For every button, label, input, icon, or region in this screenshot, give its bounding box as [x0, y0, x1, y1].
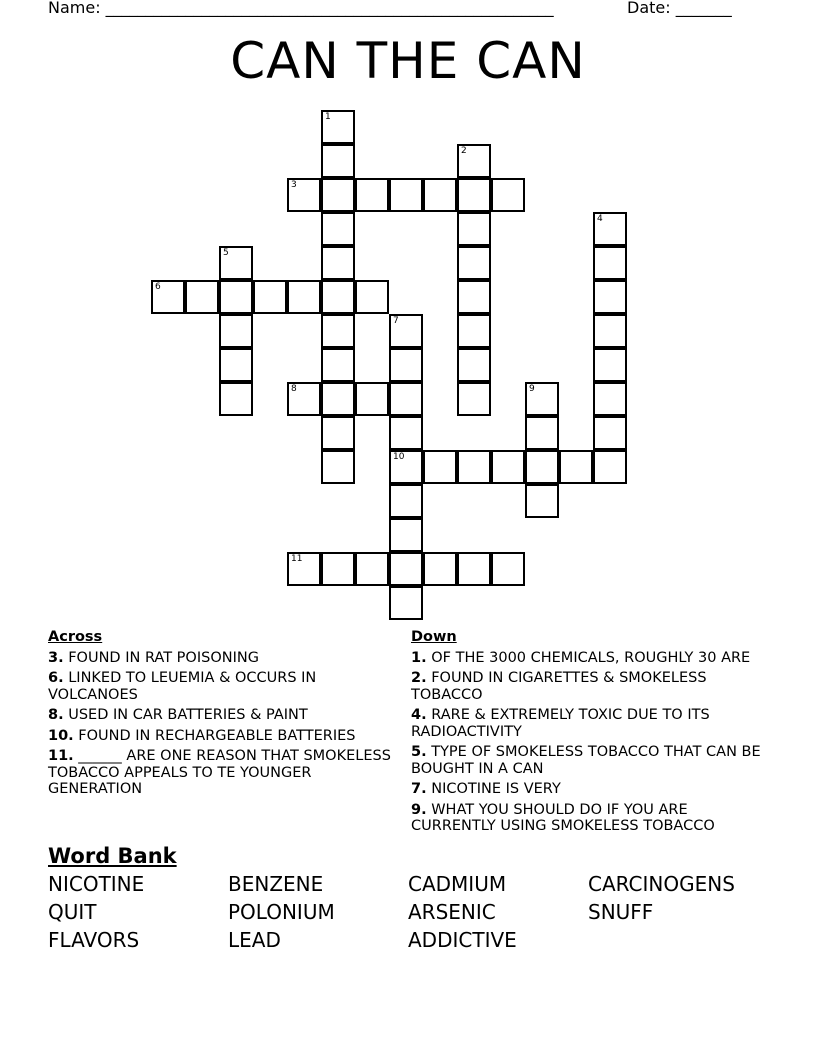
grid-cell[interactable]	[457, 348, 491, 382]
clue-number: 7.	[411, 781, 427, 797]
grid-cell[interactable]	[457, 280, 491, 314]
across-clue	[48, 670, 398, 703]
down-clue	[411, 744, 761, 777]
clue-number: 2.	[411, 670, 427, 686]
word-bank-item: LEAD	[228, 928, 281, 952]
grid-cell[interactable]	[253, 280, 287, 314]
clue-number: 4	[597, 214, 603, 224]
grid-cell[interactable]	[389, 314, 423, 348]
grid-cell[interactable]	[491, 178, 525, 212]
grid-cell[interactable]	[525, 484, 559, 518]
grid-cell[interactable]	[457, 552, 491, 586]
date-field[interactable]: Date: _______	[627, 0, 732, 17]
clue-number: 6.	[48, 670, 64, 686]
grid-cell[interactable]	[321, 246, 355, 280]
word-bank	[48, 872, 768, 953]
clue-text: FOUND IN CIGARETTES & SMOKELESS TOBACCO	[411, 670, 707, 703]
grid-cell[interactable]	[151, 280, 185, 314]
page-title: CAN THE CAN	[230, 32, 586, 90]
grid-cell[interactable]	[321, 348, 355, 382]
clue-text: FOUND IN RECHARGEABLE BATTERIES	[73, 727, 356, 744]
clue-number: 2	[461, 146, 467, 156]
down-clue	[411, 650, 761, 667]
grid-cell[interactable]	[389, 484, 423, 518]
word-bank-item: SNUFF	[588, 900, 654, 924]
word-bank-item: BENZENE	[228, 872, 324, 896]
down-clues	[411, 629, 761, 839]
grid-cell[interactable]	[219, 382, 253, 416]
name-field[interactable]: Name: ________________________________________________________	[48, 0, 554, 17]
grid-cell[interactable]	[355, 178, 389, 212]
clue-number: 8	[291, 384, 297, 394]
grid-cell[interactable]	[321, 110, 355, 144]
grid-cell[interactable]	[593, 314, 627, 348]
word-bank-item: ARSENIC	[408, 900, 496, 924]
down-clue	[411, 707, 761, 740]
word-bank-item: CADMIUM	[408, 872, 507, 896]
grid-cell[interactable]	[287, 552, 321, 586]
clue-number: 5.	[411, 744, 427, 760]
grid-cell[interactable]	[389, 552, 423, 586]
word-bank-item: POLONIUM	[228, 900, 335, 924]
clue-number: 1.	[411, 649, 427, 666]
grid-cell[interactable]	[287, 178, 321, 212]
grid-cell[interactable]	[389, 416, 423, 450]
word-bank-item: NICOTINE	[48, 872, 145, 896]
clue-text: RARE & EXTREMELY TOXIC DUE TO ITS RADIOACTIVITY	[411, 707, 710, 740]
across-clue	[48, 728, 398, 745]
grid-cell[interactable]	[457, 144, 491, 178]
grid-cell[interactable]	[321, 314, 355, 348]
grid-cell[interactable]	[423, 552, 457, 586]
grid-cell[interactable]	[593, 280, 627, 314]
grid-cell[interactable]	[457, 212, 491, 246]
grid-cell[interactable]	[321, 178, 355, 212]
grid-cell[interactable]	[593, 246, 627, 280]
grid-cell[interactable]	[389, 178, 423, 212]
grid-cell[interactable]	[423, 450, 457, 484]
clue-text: ______ ARE ONE REASON THAT SMOKELESS TOBACCO APPEALS TO TE YOUNGER GENERATION	[48, 748, 391, 797]
grid-cell[interactable]	[219, 280, 253, 314]
grid-cell[interactable]	[457, 382, 491, 416]
grid-cell[interactable]	[321, 416, 355, 450]
clue-text: FOUND IN RAT POISONING	[63, 649, 259, 666]
clue-number: 8.	[48, 707, 64, 723]
clue-number: 1	[325, 112, 331, 122]
grid-cell[interactable]	[355, 382, 389, 416]
clue-number: 6	[155, 282, 161, 292]
down-clue	[411, 670, 761, 703]
grid-cell[interactable]	[389, 348, 423, 382]
grid-cell[interactable]	[389, 586, 423, 620]
word-bank-item: QUIT	[48, 900, 97, 924]
grid-cell[interactable]	[593, 450, 627, 484]
grid-cell[interactable]	[525, 416, 559, 450]
clue-number: 5	[223, 248, 229, 258]
clue-number: 3.	[48, 649, 64, 666]
grid-cell[interactable]	[287, 280, 321, 314]
grid-cell[interactable]	[321, 382, 355, 416]
down-clue	[411, 781, 761, 798]
word-bank-title: Word Bank	[48, 844, 177, 868]
clue-number: 11	[291, 554, 303, 564]
down-heading: Down	[411, 629, 457, 645]
grid-cell[interactable]	[457, 450, 491, 484]
grid-cell[interactable]	[321, 212, 355, 246]
clue-number: 10	[393, 452, 405, 462]
word-bank-item: ADDICTIVE	[408, 928, 517, 952]
across-clue	[48, 748, 398, 798]
across-clue	[48, 707, 398, 724]
clue-number: 9.	[411, 801, 427, 818]
down-clue	[411, 802, 761, 835]
grid-cell[interactable]	[389, 382, 423, 416]
grid-cell[interactable]	[389, 518, 423, 552]
clue-number: 9	[529, 384, 535, 394]
across-heading: Across	[48, 629, 103, 645]
grid-cell[interactable]	[559, 450, 593, 484]
grid-cell[interactable]	[355, 552, 389, 586]
clue-text: USED IN CAR BATTERIES & PAINT	[63, 707, 308, 723]
grid-cell[interactable]	[491, 552, 525, 586]
clue-number: 10.	[48, 727, 74, 744]
word-bank-item: FLAVORS	[48, 928, 140, 952]
clue-number: 11.	[48, 748, 74, 764]
grid-cell[interactable]	[321, 450, 355, 484]
clue-number: 4.	[411, 707, 427, 723]
across-clues	[48, 629, 398, 802]
grid-cell[interactable]	[185, 280, 219, 314]
grid-cell[interactable]	[389, 450, 423, 484]
clue-text: OF THE 3000 CHEMICALS, ROUGHLY 30 ARE	[426, 649, 751, 666]
grid-cell[interactable]	[287, 382, 321, 416]
grid-cell[interactable]	[219, 348, 253, 382]
clue-text: WHAT YOU SHOULD DO IF YOU ARE CURRENTLY USING SMOKELESS TOBACCO	[411, 801, 715, 834]
clue-number: 7	[393, 316, 399, 326]
grid-cell[interactable]	[321, 552, 355, 586]
grid-cell[interactable]	[423, 178, 457, 212]
grid-cell[interactable]	[593, 212, 627, 246]
grid-cell[interactable]	[219, 246, 253, 280]
grid-cell[interactable]	[457, 246, 491, 280]
grid-cell[interactable]	[457, 178, 491, 212]
grid-cell[interactable]	[355, 280, 389, 314]
grid-cell[interactable]	[457, 314, 491, 348]
grid-cell[interactable]	[525, 382, 559, 416]
grid-cell[interactable]	[321, 280, 355, 314]
grid-cell[interactable]	[593, 382, 627, 416]
clue-number: 3	[291, 180, 297, 190]
grid-cell[interactable]	[593, 416, 627, 450]
grid-cell[interactable]	[219, 314, 253, 348]
grid-cell[interactable]	[593, 348, 627, 382]
grid-cell[interactable]	[321, 144, 355, 178]
clue-text: NICOTINE IS VERY	[426, 781, 561, 797]
across-clue	[48, 650, 398, 667]
grid-cell[interactable]	[491, 450, 525, 484]
clue-text: TYPE OF SMOKELESS TOBACCO THAT CAN BE BOUGHT IN A CAN	[411, 744, 761, 777]
word-bank-item: CARCINOGENS	[588, 872, 735, 896]
clue-text: LINKED TO LEUEMIA & OCCURS IN VOLCANOES	[48, 670, 317, 703]
grid-cell[interactable]	[525, 450, 559, 484]
